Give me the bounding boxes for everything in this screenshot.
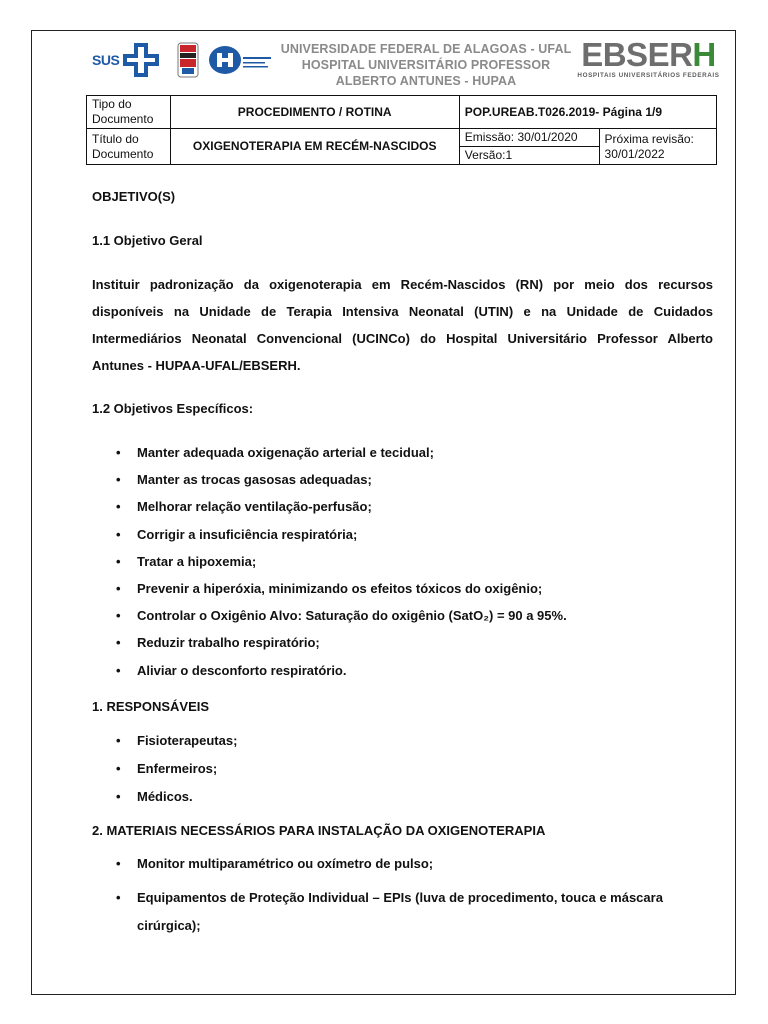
list-item-text: Controlar o Oxigênio Alvo: Saturação do oxigênio (SatO₂) = 90 a 95%. xyxy=(137,608,567,624)
objetivo-geral-text: Instituir padronização da oxigenoterapia em Recém-Nascidos (RN) por meio dos recursos disponíveis na Unidade de Terapia Intensiva Neonatal (UTIN) e na Unidade de Cuidados Intermediários Neonatal Convencional (UCINCo) do Hospital Universitário Professor Alberto Antunes - HUPAA-UFAL/EBSERH. xyxy=(92,277,713,373)
document-code-text: POP.UREAB.T026.2019- Página 1/9 xyxy=(464,104,662,119)
sus-cross-icon xyxy=(121,41,161,79)
list-item-text: Manter adequada oxigenação arterial e tecidual; xyxy=(137,445,434,460)
bullet: • xyxy=(116,662,121,678)
proxima-revisao-label: Próxima revisão: xyxy=(604,131,694,146)
document-meta-table xyxy=(86,95,717,165)
bullet: • xyxy=(116,635,121,651)
titulo-value: OXIGENOTERAPIA EM RECÉM-NASCIDOS xyxy=(170,129,459,165)
bullet: • xyxy=(116,472,121,488)
list-item xyxy=(92,581,712,608)
list-item xyxy=(92,608,712,635)
list-item-text: Monitor multiparamétrico ou oxímetro de pulso; xyxy=(137,856,434,871)
ebserh-h: H xyxy=(692,36,716,73)
list-item xyxy=(92,635,712,662)
hu-logo-icon xyxy=(207,43,273,77)
list-item xyxy=(92,445,712,472)
document-code xyxy=(459,96,716,129)
list-item-text: Aliviar o desconforto respiratório. xyxy=(137,662,347,678)
bullet: • xyxy=(116,580,121,596)
bullet: • xyxy=(116,608,121,624)
tipo-value: PROCEDIMENTO / ROTINA xyxy=(170,96,459,129)
list-item-text: Tratar a hipoxemia; xyxy=(137,553,257,569)
list-item xyxy=(92,733,712,761)
titulo-label: Título do Documento xyxy=(87,129,171,165)
list-item-text: Enfermeiros; xyxy=(137,761,218,776)
list-item-text: Fisioterapeutas; xyxy=(137,733,238,748)
objetivos-especificos-heading: 1.2 Objetivos Específicos: xyxy=(92,401,254,416)
institution-name xyxy=(276,41,576,89)
list-item xyxy=(92,499,712,526)
proxima-revisao-date: 30/01/2022 xyxy=(604,146,665,161)
emissao-date: Emissão: 30/01/2020 xyxy=(459,129,599,147)
sus-label: SUS xyxy=(92,52,120,68)
header-logos xyxy=(92,40,273,80)
ebserh-word: EBSER xyxy=(581,36,693,73)
list-item-text: Médicos. xyxy=(137,789,193,804)
ebserh-wordmark xyxy=(576,38,721,72)
bullet: • xyxy=(116,789,121,804)
bullet: • xyxy=(116,856,121,871)
list-item xyxy=(92,761,712,789)
list-item-text: Equipamentos de Proteção Individual – EPIs (luva de procedimento, touca e máscara cirúrgica); xyxy=(137,890,663,933)
sus-logo xyxy=(92,41,161,79)
bullet: • xyxy=(116,890,121,905)
list-item-text: Manter as trocas gasosas adequadas; xyxy=(137,472,372,488)
bullet: • xyxy=(116,733,121,748)
bullet: • xyxy=(116,499,121,515)
list-item xyxy=(92,554,712,581)
list-item-text: Prevenir a hiperóxia, minimizando os efeitos tóxicos do oxigênio; xyxy=(137,580,543,596)
ufal-crest-icon xyxy=(177,42,199,78)
institution-line-3: ALBERTO ANTUNES - HUPAA xyxy=(335,74,517,88)
list-item-text: Melhorar relação ventilação-perfusão; xyxy=(137,499,372,515)
ebserh-logo xyxy=(576,38,721,79)
bullet: • xyxy=(116,761,121,776)
bullet: • xyxy=(116,526,121,542)
responsaveis-list xyxy=(92,733,712,817)
list-item xyxy=(92,663,712,690)
proxima-revisao xyxy=(599,129,716,165)
tipo-label: Tipo do Documento xyxy=(87,96,171,129)
list-item-text: Reduzir trabalho respiratório; xyxy=(137,635,320,651)
bullet: • xyxy=(116,445,121,460)
objetivos-heading: OBJETIVO(S) xyxy=(92,189,176,204)
list-item xyxy=(92,789,712,817)
list-item xyxy=(92,472,712,499)
versao: Versão:1 xyxy=(459,147,599,165)
responsaveis-heading: 1. RESPONSÁVEIS xyxy=(92,699,210,714)
materiais-list xyxy=(92,856,712,940)
list-item xyxy=(92,856,712,884)
bullet: • xyxy=(116,553,121,569)
institution-line-1: UNIVERSIDADE FEDERAL DE ALAGOAS - UFAL xyxy=(280,42,572,56)
ebserh-subtitle: HOSPITAIS UNIVERSITÁRIOS FEDERAIS xyxy=(577,72,720,79)
institution-line-2: HOSPITAL UNIVERSITÁRIO PROFESSOR xyxy=(301,58,551,72)
objetivo-geral-heading: 1.1 Objetivo Geral xyxy=(92,233,203,248)
list-item xyxy=(92,527,712,554)
materiais-heading: 2. MATERIAIS NECESSÁRIOS PARA INSTALAÇÃO DA OXIGENOTERAPIA xyxy=(92,823,546,838)
list-item xyxy=(92,884,712,940)
objetivos-especificos-list xyxy=(92,445,712,690)
list-item-text: Corrigir a insuficiência respiratória; xyxy=(137,526,358,542)
